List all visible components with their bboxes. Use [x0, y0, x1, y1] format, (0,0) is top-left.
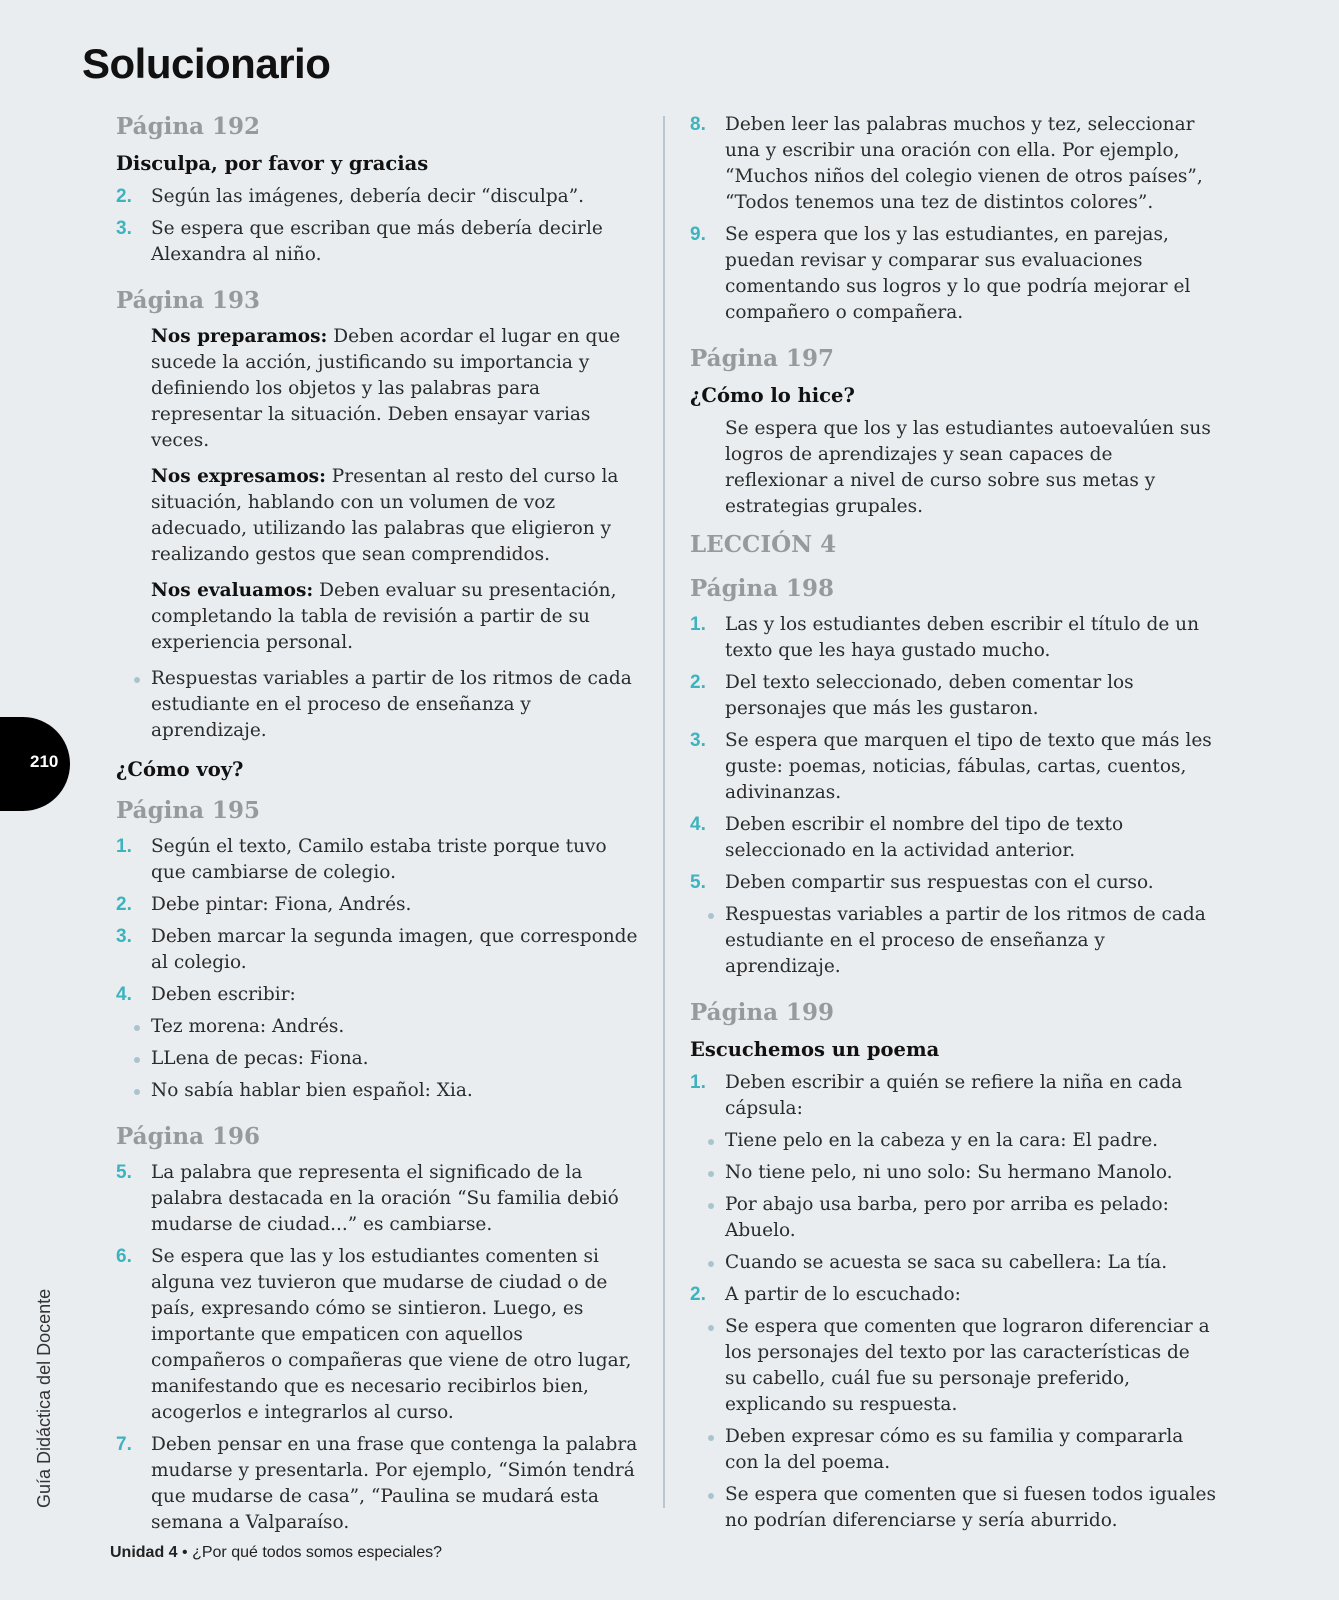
bullet-item [690, 902, 1216, 980]
bullet-text: Se espera que comenten que si fuesen todos iguales no podrían diferenciarse y sería aburrido. [725, 1484, 1216, 1531]
item-text: La palabra que representa el significado de la palabra destacada en la oración “Su familia debió mudarse de ciudad...” es cambiarse. [151, 1162, 619, 1235]
item-number: 4. [116, 984, 132, 1005]
paragraph [116, 324, 638, 454]
item-number: 9. [690, 224, 706, 245]
bullet-text: Por abajo usa barba, pero por arriba es pelado: Abuelo. [725, 1194, 1169, 1241]
bullet-item [690, 1482, 1216, 1534]
list-item [116, 834, 638, 886]
bullet-item [116, 1014, 638, 1040]
item-number: 2. [116, 894, 132, 915]
bullet-icon [708, 1203, 714, 1209]
bullet-icon [708, 1493, 714, 1499]
item-number: 6. [116, 1246, 132, 1267]
item-number: 8. [690, 114, 706, 135]
list-item [690, 728, 1216, 806]
paragraph-text: Deben evaluar su presentación, completando la tabla de revisión a partir de su experiencia personal. [151, 580, 617, 653]
bullet-icon [708, 1139, 714, 1145]
bullet-item [116, 666, 638, 744]
bullet-item [690, 1314, 1216, 1418]
bullet-item [116, 1078, 638, 1104]
item-number: 5. [690, 872, 706, 893]
bullet-text: No sabía hablar bien español: Xia. [151, 1080, 473, 1101]
item-text: Se espera que las y los estudiantes comenten si alguna vez tuvieron que mudarse de ciudad o de país, expresando cómo se sintieron. Luego, es importante que empaticen con aquellos compañeros o compañeras que viene de otro lugar, manifestando que es necesario recibirlos bien, acogerlos e integrarlos al curso. [151, 1246, 632, 1423]
item-number: 1. [116, 836, 132, 857]
bullet-text: Deben expresar cómo es su familia y compararla con la del poema. [725, 1426, 1184, 1473]
list-item [116, 1244, 638, 1426]
footer-subtitle: ¿Por qué todos somos especiales? [192, 1544, 442, 1561]
lesson-heading: LECCIÓN 4 [690, 531, 837, 558]
item-text: A partir de lo escuchado: [725, 1284, 961, 1305]
list-item [116, 982, 638, 1008]
bullet-icon [134, 1025, 140, 1031]
paragraph [116, 578, 638, 656]
list-item [116, 892, 638, 918]
bullet-item [690, 1250, 1216, 1276]
item-text: Se espera que los y las estudiantes, en parejas, puedan revisar y comparar sus evaluaciones comentando sus logros y lo que podría mejorar el compañero o compañera. [725, 224, 1191, 323]
left-column [116, 112, 638, 1542]
paragraph: Se espera que los y las estudiantes autoevalúen sus logros de aprendizajes y sean capaces de reflexionar a nivel de curso sobre sus metas y estrategias grupales. [725, 418, 1211, 517]
item-number: 3. [116, 218, 132, 239]
paragraph-text: Presentan al resto del curso la situación, hablando con un volumen de voz adecuado, utilizando las palabras que eligieron y realizando gestos que sean comprendidos. [151, 466, 619, 565]
list-item [690, 870, 1216, 896]
item-text: Según el texto, Camilo estaba triste porque tuvo que cambiarse de colegio. [151, 836, 607, 883]
paragraph-label: Nos expresamos: [151, 466, 326, 487]
bullet-item [690, 1160, 1216, 1186]
bullet-icon [134, 677, 140, 683]
section-heading-p195: Página 195 [116, 797, 261, 824]
section-heading-p193: Página 193 [116, 287, 261, 314]
list-item [690, 670, 1216, 722]
page-number-tab [0, 717, 70, 811]
section-heading-p196: Página 196 [116, 1123, 261, 1150]
bullet-icon [708, 1325, 714, 1331]
bullet-icon [708, 1435, 714, 1441]
paragraph-text: Deben acordar el lugar en que sucede la acción, justificando su importancia y definiendo los objetos y las palabras para representar la situación. Deben ensayar varias veces. [151, 326, 621, 451]
page-footer [110, 1544, 442, 1562]
item-text: Las y los estudiantes deben escribir el título de un texto que les haya gustado mucho. [725, 614, 1200, 661]
bullet-text: Respuestas variables a partir de los ritmos de cada estudiante en el proceso de enseñanza y aprendizaje. [725, 904, 1206, 977]
bullet-item [690, 1128, 1216, 1154]
paragraph [116, 464, 638, 568]
list-item [690, 112, 1216, 216]
list-item [690, 1282, 1216, 1308]
bullet-icon [708, 1261, 714, 1267]
item-text: Se espera que escriban que más debería decirle Alexandra al niño. [151, 218, 603, 265]
item-number: 2. [690, 672, 706, 693]
footer-unit: Unidad 4 [110, 1544, 178, 1561]
item-number: 1. [690, 614, 706, 635]
item-number: 1. [690, 1072, 706, 1093]
bullet-text: No tiene pelo, ni uno solo: Su hermano Manolo. [725, 1162, 1173, 1183]
list-item [690, 222, 1216, 326]
footer-bullet: • [182, 1544, 188, 1561]
item-text: Deben escribir a quién se refiere la niña en cada cápsula: [725, 1072, 1183, 1119]
item-text: Se espera que marquen el tipo de texto que más les guste: poemas, noticias, fábulas, cartas, cuentos, adivinanzas. [725, 730, 1212, 803]
bullet-item [690, 1424, 1216, 1476]
subheading: Escuchemos un poema [690, 1038, 940, 1061]
list-item [690, 812, 1216, 864]
list-item [116, 1432, 638, 1536]
paragraph-label: Nos evaluamos: [151, 580, 314, 601]
list-item [116, 924, 638, 976]
item-text: Según las imágenes, debería decir “disculpa”. [151, 186, 585, 207]
bullet-icon [708, 1171, 714, 1177]
item-number: 2. [116, 186, 132, 207]
list-item [116, 216, 638, 268]
item-number: 3. [690, 730, 706, 751]
subheading: Disculpa, por favor y gracias [116, 152, 429, 175]
bullet-icon [134, 1089, 140, 1095]
item-text: Deben pensar en una frase que contenga la palabra mudarse y presentarla. Por ejemplo, “Simón tendrá que mudarse de casa”, “Paulina se mudará esta semana a Valparaíso. [151, 1434, 638, 1533]
paragraph-label: Nos preparamos: [151, 326, 328, 347]
section-heading-p197: Página 197 [690, 345, 835, 372]
list-item [116, 184, 638, 210]
item-number: 4. [690, 814, 706, 835]
bullet-item [116, 1046, 638, 1072]
item-text: Del texto seleccionado, deben comentar los personajes que más les gustaron. [725, 672, 1134, 719]
item-text: Debe pintar: Fiona, Andrés. [151, 894, 412, 915]
bullet-text: LLena de pecas: Fiona. [151, 1048, 369, 1069]
item-number: 7. [116, 1434, 132, 1455]
list-item [690, 612, 1216, 664]
right-column [690, 112, 1216, 1540]
bullet-text: Tiene pelo en la cabeza y en la cara: El padre. [725, 1130, 1159, 1151]
subheading: ¿Cómo voy? [116, 758, 244, 781]
column-divider [663, 116, 665, 1508]
item-text: Deben leer las palabras muchos y tez, seleccionar una y escribir una oración con ella. Por ejemplo, “Muchos niños del colegio vienen de otros países”, “Todos tenemos una tez de distintos colores”. [725, 114, 1203, 213]
bullet-text: Tez morena: Andrés. [151, 1016, 345, 1037]
item-text: Deben compartir sus respuestas con el curso. [725, 872, 1154, 893]
bullet-icon [708, 913, 714, 919]
bullet-item [690, 1192, 1216, 1244]
item-number: 3. [116, 926, 132, 947]
item-text: Deben escribir: [151, 984, 296, 1005]
page-number: 210 [30, 752, 59, 771]
item-number: 5. [116, 1162, 132, 1183]
section-heading-p199: Página 199 [690, 999, 835, 1026]
section-heading-p198: Página 198 [690, 575, 835, 602]
bullet-text: Respuestas variables a partir de los ritmos de cada estudiante en el proceso de enseñanza y aprendizaje. [151, 668, 632, 741]
item-text: Deben escribir el nombre del tipo de texto seleccionado en la actividad anterior. [725, 814, 1124, 861]
bullet-icon [134, 1057, 140, 1063]
list-item [116, 1160, 638, 1238]
bullet-text: Cuando se acuesta se saca su cabellera: La tía. [725, 1252, 1168, 1273]
list-item [690, 1070, 1216, 1122]
section-heading-p192: Página 192 [116, 113, 261, 140]
item-text: Deben marcar la segunda imagen, que corresponde al colegio. [151, 926, 638, 973]
item-number: 2. [690, 1284, 706, 1305]
side-label: Guía Didáctica del Docente [34, 1288, 54, 1508]
page-title: Solucionario [82, 40, 331, 87]
subheading: ¿Cómo lo hice? [690, 384, 855, 407]
bullet-text: Se espera que comenten que lograron diferenciar a los personajes del texto por las características de su cabello, cuál fue su personaje preferido, explicando su respuesta. [725, 1316, 1210, 1415]
